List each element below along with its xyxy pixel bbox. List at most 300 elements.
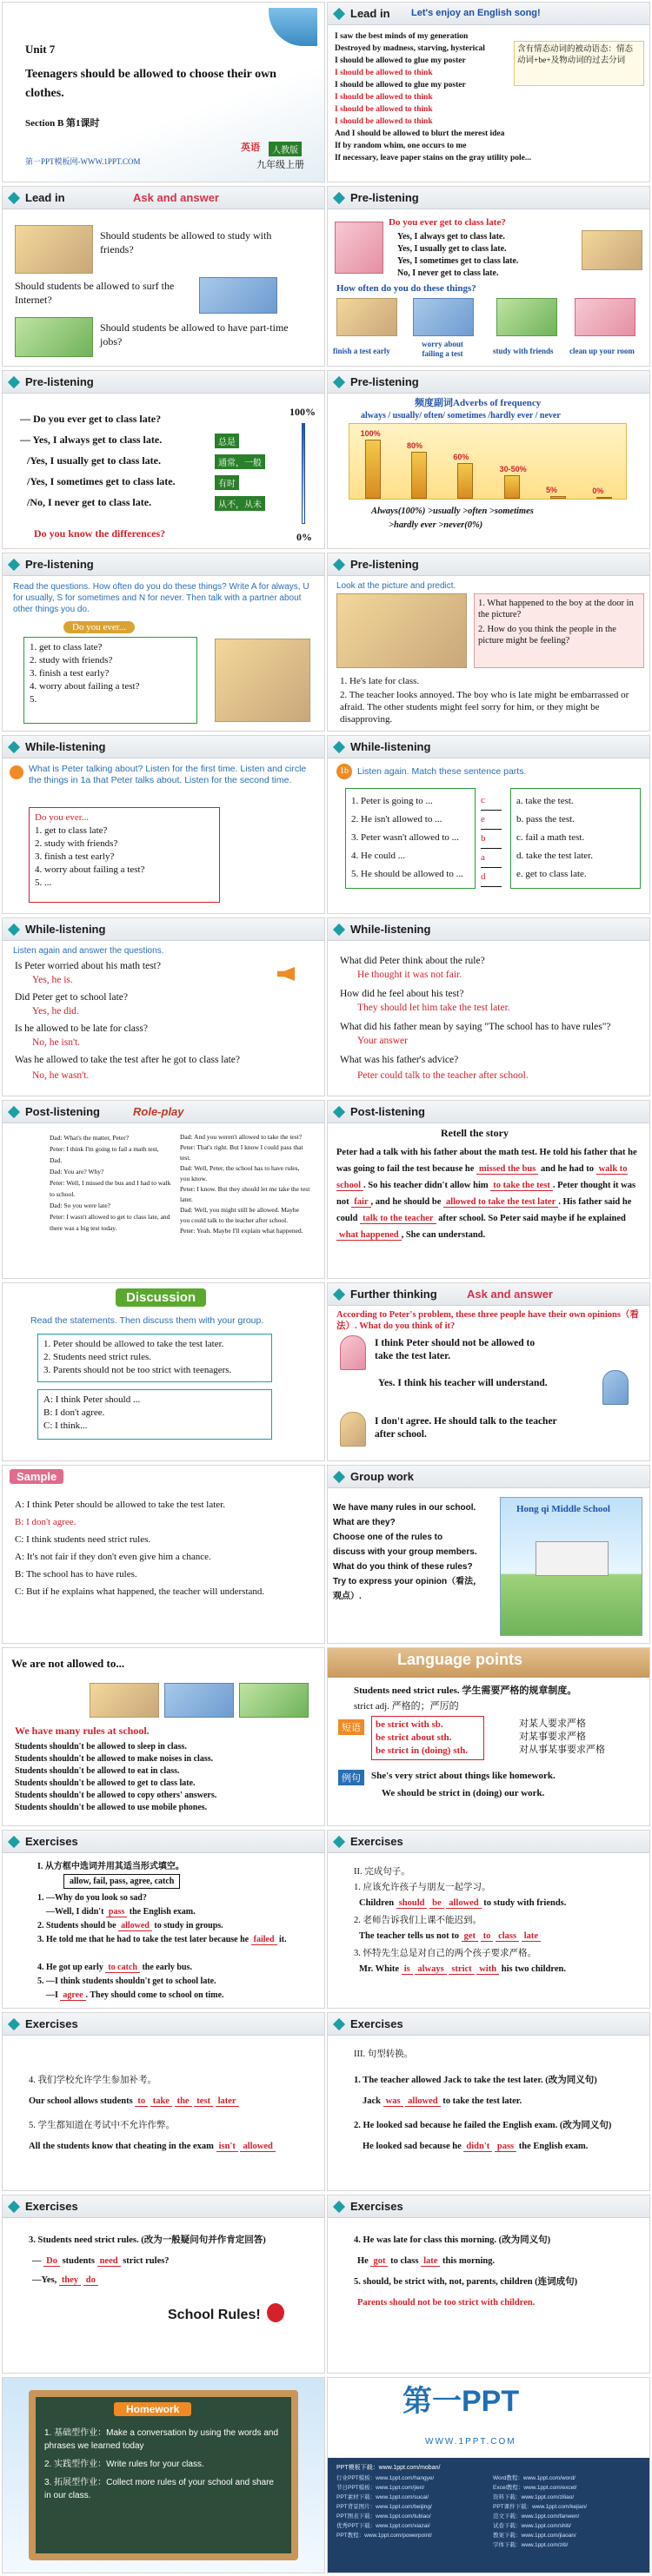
question-2: How did he feel about his test?: [340, 989, 464, 999]
slide-title-text: While-listening: [25, 740, 106, 753]
diamond-icon: [333, 741, 345, 753]
slide-title-text: Exercises: [350, 2017, 403, 2030]
slide-group-work: [327, 1465, 650, 1644]
section-label: Section B 第1课时: [25, 118, 100, 129]
group-work-text: [333, 1500, 498, 1604]
slide-header: [328, 918, 649, 941]
resource-link[interactable]: PPT教程：www.1ppt.com/powerpoint/: [336, 2533, 432, 2539]
slide-homework: [2, 2377, 325, 2573]
exercise-blank: always: [415, 1964, 446, 1975]
question-2: How often do you do these things?: [336, 283, 476, 294]
dialog-sometimes: /Yes, I sometimes get to class late.: [27, 475, 176, 487]
students-studying-picture: [15, 225, 93, 274]
title-band: [328, 1648, 649, 1678]
exercise-line: 4. 我们学校允许学生参加补考。: [29, 2076, 156, 2085]
match-right-item: d. take the test later.: [516, 851, 593, 861]
resource-link[interactable]: PPT图表下载：www.1ppt.com/tubiao/: [336, 2513, 431, 2520]
exercise-blank: pass: [495, 2142, 516, 2152]
exercise-blank: allowed: [405, 2096, 440, 2107]
slide-title-text: Post-listening: [25, 1105, 100, 1118]
answer-always: Yes, I always get to class late.: [397, 232, 505, 242]
discussion-banner: Discussion: [116, 1288, 206, 1307]
match-answer: b: [481, 830, 502, 849]
diamond-icon: [333, 1288, 345, 1301]
exercise-blank: take: [150, 2096, 172, 2107]
exercise-text: to study with friends.: [483, 1898, 567, 1908]
response: C: I think...: [43, 1420, 88, 1431]
room-picture: [575, 298, 635, 336]
diamond-icon: [333, 559, 345, 571]
speaker-icon[interactable]: [10, 765, 23, 779]
slide-subtitle: Ask and answer: [467, 1288, 553, 1301]
exercise-text: He looked sad because he: [363, 2142, 462, 2151]
example-tag: 例句: [338, 1770, 364, 1785]
answer-2: Yes, he did.: [32, 1006, 79, 1016]
brand-logo: 第一PPT: [403, 2385, 520, 2418]
chart-title: 频度副词Adverbs of frequency: [415, 398, 542, 408]
slide-header: [328, 371, 649, 394]
slide-title-text: Language points: [397, 1651, 522, 1668]
retell-text: . So his teacher didn't allow him: [363, 1181, 489, 1190]
match-answers: [481, 791, 502, 887]
unit-label: Unit 7: [25, 43, 56, 56]
resource-link[interactable]: 节日PPT模板：www.1ppt.com/jieri/: [336, 2485, 425, 2491]
school-rules-sign: School Rules!: [168, 2308, 261, 2322]
instructions: Listen again. Match these sentence parts.: [357, 766, 527, 777]
slide-lead-in-ask: [2, 186, 325, 367]
exercise-line: 5. 学生都知道在考试中不允许作弊。: [29, 2121, 175, 2130]
diamond-icon: [333, 1836, 345, 1848]
exercise-blank: to: [481, 1931, 494, 1942]
exercise-line: [37, 1919, 223, 1932]
exercise-line: 3. Students need strict rules. (改为一般疑问句并作肯定回答): [29, 2235, 266, 2245]
dialog-line: Peter: Yeah. Maybe I'll explain what happened.: [180, 1227, 303, 1235]
class-picture: [582, 230, 642, 270]
exercise-text: All the students know that cheating in the exam: [29, 2142, 214, 2151]
opinion-1: I think Peter should not be allowed to take the test later.: [375, 1338, 536, 1361]
phrase-tag: 短语: [338, 1719, 364, 1735]
exercise-blank: need: [97, 2256, 121, 2267]
retell-text: Peter had a talk with his father about the math test. He told his father that he was going to fail the test because he: [336, 1148, 637, 1174]
role-play-label: Role-play: [133, 1105, 184, 1118]
retell-text: . Peter thought it was not: [336, 1181, 636, 1207]
slide-header: [328, 187, 649, 209]
dialog-line: Dad: And you weren't allowed to take the test?: [180, 1133, 303, 1141]
slide-exercises-1: [2, 1830, 325, 2009]
match-right-box: [510, 788, 641, 889]
diamond-icon: [333, 376, 345, 388]
exercise-line: [357, 2255, 495, 2268]
frequency-bar-label: 100%: [360, 429, 381, 438]
boy-avatar-2: [340, 1412, 366, 1447]
caption-worry: worry about failing a test: [422, 340, 463, 358]
slide-header: [3, 1831, 324, 1853]
diamond-icon: [8, 1836, 20, 1848]
exercise-line: [359, 1897, 566, 1910]
slide-header: [328, 553, 649, 576]
prediction-q1: 1. What happened to the boy at the door in the picture?: [478, 599, 634, 619]
slide-header: [3, 2013, 324, 2036]
question-1: Is Peter worried about his math test?: [15, 961, 161, 971]
exercise-text: He: [357, 2256, 369, 2266]
frequency-arrow: [302, 423, 305, 524]
exercise-blank: be: [429, 1898, 444, 1909]
question-box: [29, 807, 220, 903]
boy-picture: [335, 222, 383, 274]
response-box: [37, 1389, 272, 1440]
diamond-icon: [8, 924, 20, 936]
slide-exercises-2: [327, 1830, 650, 2009]
retell-blank: fair: [351, 1197, 370, 1208]
question-4: Was he allowed to take the test after he got to class late?: [15, 1055, 241, 1065]
dialog-right: [180, 1132, 310, 1236]
question-3: What did his father mean by saying "The school has to have rules"?: [340, 1022, 611, 1032]
statement: 1. Peter should be allowed to take the test later.: [43, 1339, 224, 1349]
exercise-line: [363, 2140, 588, 2153]
resource-link[interactable]: 字体下载：www.1ppt.com/ziti/: [493, 2542, 569, 2548]
exercise-line: 3. 怀特先生总是对自己的两个孩子要求严格。: [354, 1949, 536, 1958]
match-left-item: 4. He could ...: [351, 851, 406, 861]
sample-line: B: I don't agree.: [15, 1517, 77, 1527]
exercise-line: 1. 应该允许孩子与朋友一起学习。: [354, 1883, 491, 1892]
exercise-text: students: [62, 2256, 95, 2266]
group-work-line: What are they?: [333, 1518, 396, 1527]
brand-url[interactable]: WWW.1PPT.COM: [425, 2437, 516, 2447]
question-3: Is he allowed to be late for class?: [15, 1023, 148, 1034]
exercise-text: to study in groups.: [154, 1921, 223, 1930]
dialog-line: Peter: I know. But they should let me take the test later.: [180, 1185, 310, 1203]
school-name: Hong qi Middle School: [516, 1504, 610, 1514]
lyric-line: If necessary, leave paper stains on the gray utility pole...: [335, 154, 531, 162]
list-item: 5.: [30, 694, 37, 705]
slide-title-text: While-listening: [350, 923, 431, 936]
retell-heading: Retell the story: [441, 1127, 509, 1139]
frequency-bar-label: 30-50%: [499, 464, 527, 473]
diamond-icon: [333, 2201, 345, 2213]
exercise-blank: late: [421, 2256, 440, 2267]
answer-never: No, I never get to class late.: [397, 268, 499, 278]
frequency-chart: [349, 423, 627, 500]
match-right-item: b. pass the test.: [516, 814, 575, 824]
grammar-note: 含有情态动词的被动语态：情态动词+be+及物动词的过去分词: [514, 41, 644, 86]
exercise-text: Jack: [363, 2096, 381, 2106]
exercise-blank: later: [216, 2096, 239, 2107]
slide-header: [328, 736, 649, 758]
link-column-left: [336, 2473, 484, 2540]
lyric-line: If by random whim, one occurs to me: [335, 142, 467, 150]
exercise-text: —Well, I didn't: [46, 1907, 104, 1917]
slide-adverbs-chart: [327, 370, 650, 549]
retell-text: and he had to: [540, 1164, 594, 1174]
resource-link[interactable]: 教案下载：www.1ppt.com/jiaoan/: [493, 2533, 576, 2539]
homework-item: 1. 基础型作业：Make a conversation by using the words and phrases we learned today: [44, 2428, 279, 2451]
sample-line: B: The school has to have rules.: [15, 1569, 137, 1579]
dialog-line: Dad: Well, you might still be allowed. Maybe you could talk to the teacher after school.: [180, 1206, 299, 1224]
slide-while-listening-1: [2, 735, 325, 914]
slide-pre-listening-1: [327, 186, 650, 367]
lyric-line: I should be allowed to glue my poster: [335, 56, 466, 65]
prediction-answer-2: 2. The teacher looks annoyed. The boy who is late might be embarrassed or afraid. The other students might feel sorry for him, or they might be disapproving.: [340, 690, 629, 725]
slide-exercises-4: [327, 2012, 650, 2191]
lyric-line: I should be allowed to think: [335, 117, 433, 126]
exercise-text: to class: [390, 2256, 419, 2266]
phrase-meaning: 对某人要求严格: [519, 1718, 586, 1729]
list-item: 3. finish a test early?: [35, 851, 115, 862]
dialog-line: Dad: So you were late?: [50, 1202, 110, 1209]
rule-line: Students shouldn't be allowed to sleep in class.: [15, 1742, 187, 1752]
exercise-line: [37, 1961, 192, 1974]
caption-study: study with friends: [493, 347, 554, 355]
answer-sometimes: Yes, I sometimes get to class late.: [397, 256, 519, 266]
exercise-blank: allowed: [240, 2142, 275, 2152]
sample-line: C: I think students need strict rules.: [15, 1534, 151, 1545]
lyric-line: And I should be allowed to blurt the merest idea: [335, 129, 505, 138]
exercise-blank: allowed: [118, 1921, 152, 1931]
list-item: 4. worry about failing a test?: [30, 681, 140, 692]
slide-header: [328, 1831, 649, 1853]
diamond-icon: [333, 1471, 345, 1483]
slide-subtitle: Ask and answer: [133, 191, 219, 204]
slide-title-text: Group work: [350, 1470, 414, 1483]
resource-link[interactable]: PPT素材下载：www.1ppt.com/sucai/: [336, 2494, 429, 2500]
word-box: allow, fail, pass, agree, catch: [63, 1874, 180, 1889]
exercise-blank: agree: [60, 1990, 85, 2001]
exercise-blank: should: [396, 1898, 428, 1909]
answer-4: No, he wasn't.: [32, 1070, 90, 1081]
tag-usually: 通常，一般: [215, 454, 265, 469]
slide-header: [328, 3, 649, 25]
resource-link[interactable]: 优秀PPT下载：www.1ppt.com/xiazai/: [336, 2523, 430, 2529]
opinion-3: I don't agree. He should talk to the teacher after school.: [375, 1416, 557, 1440]
slide-title-text: Further thinking: [350, 1288, 437, 1301]
late-boy-picture: [336, 593, 467, 668]
match-left-item: 5. He should be allowed to ...: [351, 869, 463, 879]
percent-0: 0%: [296, 531, 312, 543]
exercise-blank: is: [402, 1964, 413, 1975]
corner-decoration: [269, 8, 317, 46]
resource-link[interactable]: PPT背景图片：www.1ppt.com/beijing/: [336, 2504, 432, 2510]
slide-pre-listening-2: [2, 370, 325, 549]
group-work-line: discuss with your group members.: [333, 1547, 477, 1557]
lyric-line: I should be allowed to think: [335, 105, 433, 114]
retell-blank: missed the bus: [476, 1164, 538, 1175]
link-column-right: [493, 2473, 641, 2550]
test-picture: [336, 298, 397, 336]
exercise-line: [46, 1905, 196, 1918]
phrase-box: [371, 1716, 484, 1760]
phrase-meanings: [519, 1718, 632, 1757]
exercise-line: [29, 2095, 239, 2108]
exercise-blank: didn't: [463, 2142, 492, 2152]
slide-credits: [327, 2377, 650, 2573]
lyric-line: I should be allowed to glue my poster: [335, 81, 466, 89]
response: A: I think Peter should ...: [43, 1394, 141, 1405]
exercise-text: this morning.: [442, 2256, 496, 2266]
match-left-item: 3. Peter wasn't allowed to ...: [351, 832, 459, 843]
slide-title-text: Pre-listening: [350, 191, 419, 204]
dialog-line: Dad: What's the matter, Peter?: [50, 1134, 130, 1142]
apple-icon: [267, 2303, 284, 2322]
match-right-item: e. get to class late.: [516, 869, 587, 879]
exercise-blank: test: [194, 2096, 213, 2107]
slide-title: [2, 2, 325, 182]
percent-100: 100%: [289, 406, 316, 418]
exercise-text: Our school allows students: [29, 2096, 133, 2106]
exercise-blank: they: [59, 2275, 81, 2286]
slide-header: [3, 2195, 324, 2218]
list-item: 2. study with friends?: [35, 838, 118, 849]
slide-pre-listening-3: [2, 553, 325, 732]
response: B: I don't agree.: [43, 1407, 105, 1418]
exercise-blank: isn't: [216, 2142, 238, 2152]
resource-link[interactable]: 资料下载：www.1ppt.com/ziliao/: [493, 2494, 575, 2500]
slide-header: [328, 2195, 649, 2218]
slide-header: [3, 187, 324, 209]
exercise-text: Children: [359, 1898, 395, 1908]
dialog-usually: /Yes, I usually get to class late.: [27, 454, 161, 467]
instructions: What is Peter talking about? Listen for the first time. Listen and circle the things in 1a that Peter talks about. Listen for the second time.: [29, 764, 307, 785]
retell-blank: allowed to take the test later: [443, 1197, 558, 1208]
group-work-line: We have many rules in our school.: [333, 1503, 476, 1513]
exercise-line: [32, 2274, 98, 2287]
exercise-blank: strict: [449, 1964, 474, 1975]
opinion-2: Yes. I think his teacher will understand.: [378, 1378, 548, 1388]
match-answer: d: [481, 868, 502, 887]
exercise-text: 3. He told me that he had to take the test later because he: [37, 1935, 249, 1944]
exercise-text: the early bus.: [142, 1963, 192, 1972]
slide-title-text: Exercises: [350, 2200, 403, 2213]
exercise-text: strict rules?: [123, 2256, 170, 2266]
rule-line: Students shouldn't be allowed to copy others' answers.: [15, 1791, 217, 1800]
classroom-picture: [215, 639, 310, 722]
panel-heading: PPT模板下载：www.1ppt.com/moban/: [336, 2465, 441, 2471]
frequency-bar-label: 5%: [546, 485, 558, 494]
diamond-icon: [333, 192, 345, 204]
task-number-icon: 1b: [336, 764, 352, 779]
resource-link[interactable]: PPT课件下载：www.1ppt.com/kejian/: [493, 2504, 588, 2510]
match-answer: a: [481, 849, 502, 868]
example-2: We should be strict in (doing) our work.: [382, 1788, 545, 1798]
phrase: be strict with sb.: [376, 1719, 443, 1730]
frequency-bar: [365, 440, 381, 499]
study-picture: [496, 298, 557, 336]
diamond-icon: [8, 2018, 20, 2030]
phrase-meaning: 对从事某事要求严格: [519, 1745, 605, 1755]
question-1: Should students be allowed to study with friends?: [100, 229, 272, 255]
slide-title-text: While-listening: [25, 923, 106, 936]
exercise-text: 4. He got up early: [37, 1963, 103, 1972]
lyric-line: I should be allowed to think: [335, 93, 433, 102]
match-answer: e: [481, 811, 502, 830]
exercise-text: Mr. White: [359, 1964, 400, 1974]
exercise-answer: Parents should not be too strict with children.: [357, 2298, 536, 2308]
match-right-item: a. take the test.: [516, 796, 574, 806]
answer-3: Your answer: [357, 1036, 408, 1046]
exercise-line: [32, 2255, 170, 2268]
match-left-item: 1. Peter is going to ...: [351, 796, 433, 806]
list-item: 5. ...: [35, 877, 52, 888]
slide-not-allowed: [2, 1647, 325, 1826]
resource-link[interactable]: 试卷下载：www.1ppt.com/shiti/: [493, 2523, 571, 2529]
answer-3: No, he isn't.: [32, 1037, 81, 1048]
exercise-blank: late: [522, 1931, 541, 1942]
slide-while-listening-3: [2, 917, 325, 1096]
list-item: 2. study with friends?: [30, 655, 113, 666]
link-panel: [328, 2458, 649, 2573]
match-right-item: c. fail a math test.: [516, 832, 585, 843]
frequency-bar-label: 60%: [453, 453, 469, 462]
diamond-icon: [8, 559, 20, 571]
slide-header: [3, 918, 324, 941]
exercise-heading: I. 从方框中选词并用其适当形式填空。: [37, 1862, 184, 1871]
internet-picture: [199, 277, 277, 314]
homework-list: [44, 2427, 279, 2502]
exercise-blank: with: [476, 1964, 499, 1975]
rule-line: Students shouldn't be allowed to use mobile phones.: [15, 1803, 208, 1812]
exercise-text: to take the test later.: [442, 2096, 522, 2106]
diamond-icon: [333, 8, 345, 20]
slide-header: [3, 1101, 324, 1123]
group-work-line: Choose one of the rules to: [333, 1533, 443, 1542]
match-answer: c: [481, 791, 502, 811]
resource-link[interactable]: Word教程：www.1ppt.com/word/: [493, 2475, 575, 2481]
dialog-line: Peter: I wasn't allowed to get to class late, and there was a big test today.: [50, 1213, 170, 1232]
part-time-job-picture: [15, 317, 93, 357]
slide-title-text: Exercises: [25, 2017, 78, 2030]
exercise-line: [359, 1930, 541, 1943]
slide-retell: [327, 1100, 650, 1279]
diamond-icon: [333, 924, 345, 936]
worry-picture: [413, 298, 474, 336]
slide-header: [3, 553, 324, 576]
match-left-box: [345, 788, 476, 889]
prediction-answer-1: 1. He's late for class.: [340, 676, 420, 686]
subject-label: 英语: [241, 142, 260, 153]
rule-line: Students shouldn't be allowed to eat in class.: [15, 1766, 180, 1776]
speaker-icon[interactable]: [277, 967, 295, 981]
sample-banner: Sample: [10, 1469, 63, 1484]
exercise-line: [359, 1963, 566, 1976]
frequency-bar: [504, 475, 520, 499]
grade-label: 九年级上册: [256, 160, 304, 170]
slide-exercises-6: [327, 2195, 650, 2374]
exercise-text: —I: [46, 1990, 58, 2000]
question-2: Did Peter get to school late?: [15, 992, 128, 1003]
exercise-text: the English exam.: [129, 1907, 196, 1917]
diamond-icon: [333, 1106, 345, 1118]
exercise-blank: pass: [106, 1907, 127, 1917]
instructions: Read the questions. How often do you do these things? Write A for always, U for usually, S for sometimes and N for never. Then talk with a partner about other things you do.: [13, 582, 309, 614]
exercise-blank: do: [83, 2275, 98, 2286]
slide-title-text: Post-listening: [350, 1105, 425, 1118]
resource-link[interactable]: 行业PPT模板：www.1ppt.com/hangye/: [336, 2475, 435, 2481]
slide-while-listening-2: [327, 735, 650, 914]
answer-2: They should let him take the test later.: [357, 1003, 510, 1013]
sample-line: A: It's not fair if they don't even give him a chance.: [15, 1552, 211, 1562]
frequency-bar-label: 80%: [407, 440, 423, 450]
dialog-line: Peter: I think I'm going to fail a math test, Dad.: [50, 1145, 159, 1164]
phrase: be strict in (doing) sth.: [376, 1745, 469, 1756]
statements-box: [37, 1334, 272, 1382]
resource-link[interactable]: Excel教程：www.1ppt.com/excel/: [493, 2485, 577, 2491]
resource-link[interactable]: 范文下载：www.1ppt.com/fanwen/: [493, 2513, 580, 2520]
frequency-order-1: Always(100%) >usually >often >sometimes: [371, 507, 534, 516]
statement: 3. Parents should not be too strict with teenagers.: [43, 1365, 232, 1375]
school-building: [536, 1541, 609, 1576]
caption-test: finish a test early: [333, 347, 390, 355]
exercise-text: 2. Students should be: [37, 1921, 116, 1930]
exercise-line: 1. —Why do you look so sad?: [37, 1893, 147, 1903]
